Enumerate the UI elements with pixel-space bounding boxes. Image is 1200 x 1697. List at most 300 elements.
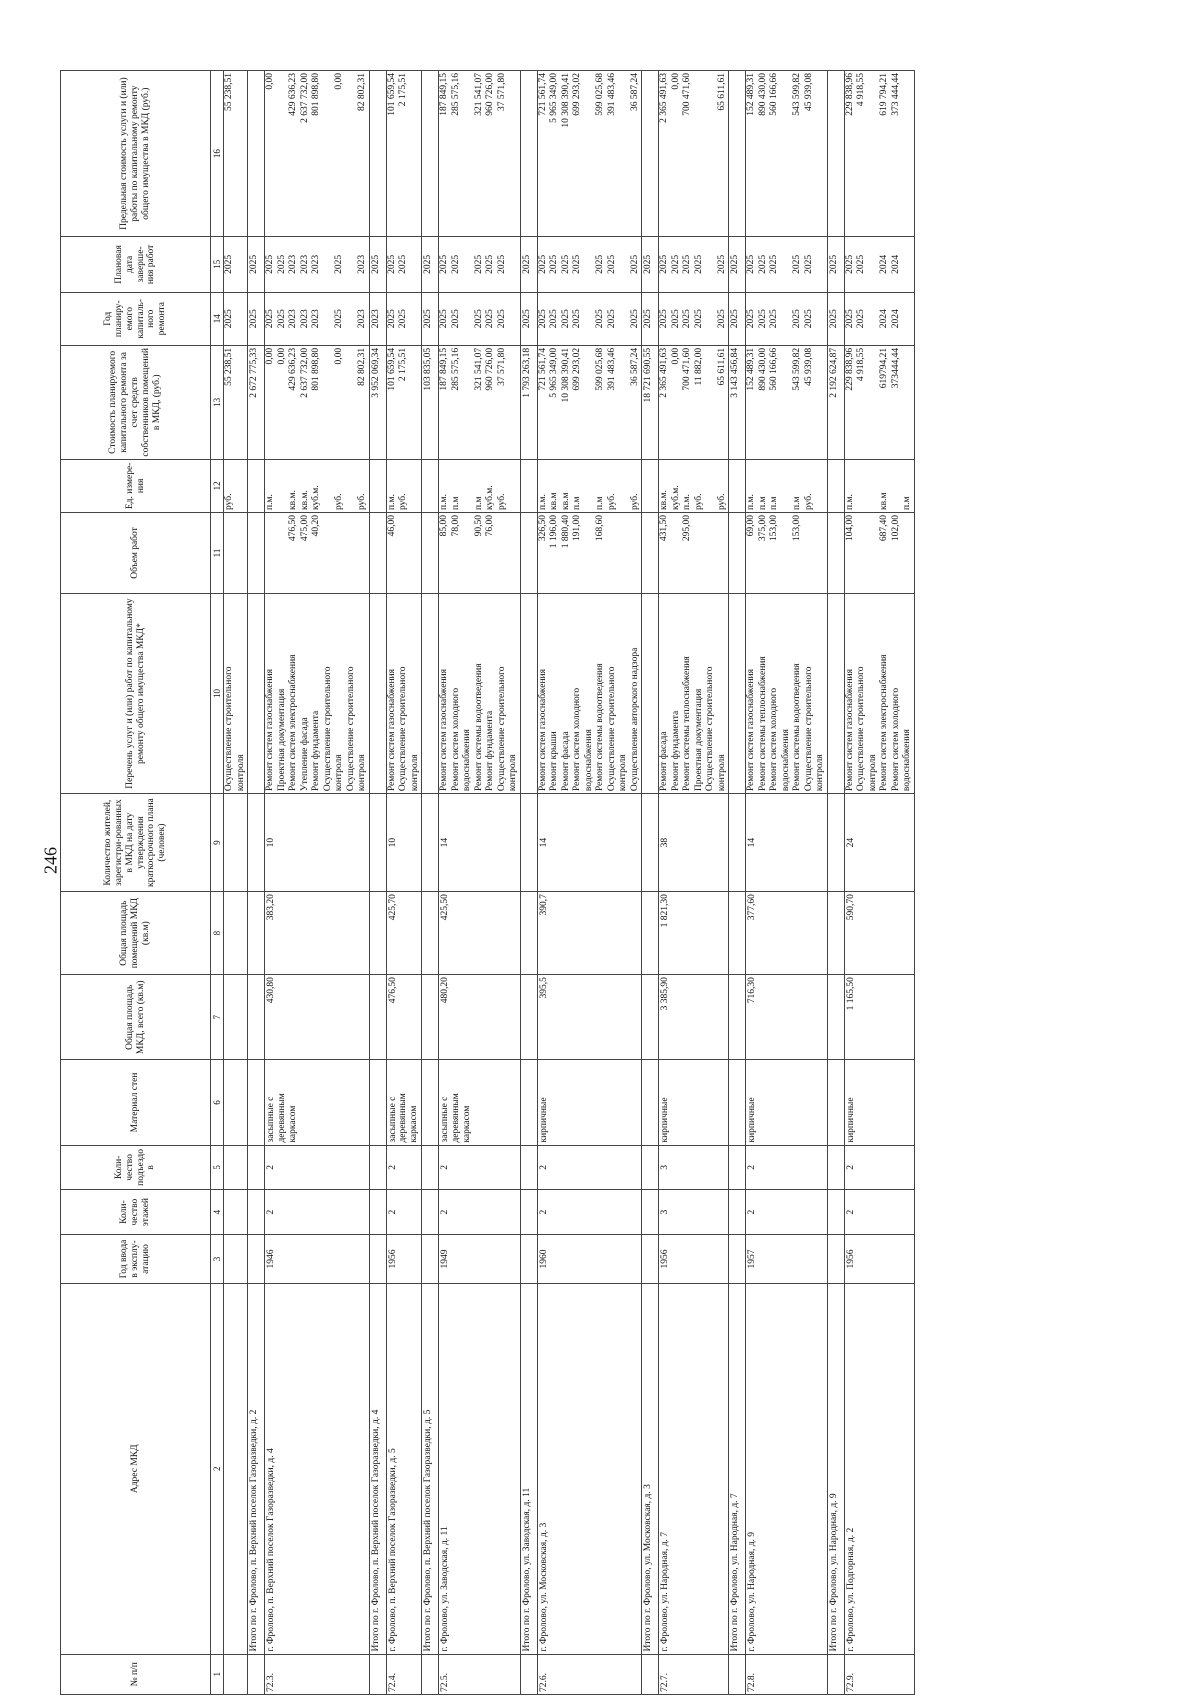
limit-cost-cell-line: 599 025,68 (595, 73, 606, 116)
empty-cell (422, 892, 439, 975)
unit-cell-line: руб. (803, 493, 814, 511)
total-label: Итого по г. Фролово, ул. Народная, д. 7 (729, 1283, 746, 1654)
unit-cell (265, 459, 370, 512)
residents-cell: 14 (439, 794, 521, 892)
done-year-cell-line: 2025 (595, 254, 606, 274)
plan-year-cell (844, 292, 914, 345)
cost-cell-line: 2 365 491,63 (659, 347, 670, 398)
cost-cell-line (410, 346, 422, 459)
total-label: Итого по г. Фролово, п. Верхний поселок Газоразведки, д. 4 (369, 1283, 386, 1654)
empty-cell (729, 892, 746, 975)
cost-cell-line: 37 571,80 (496, 347, 507, 386)
volume-cell-line: 476,50 (288, 515, 298, 542)
volume-cell (265, 513, 370, 594)
entrances-cell: 3 (659, 1145, 729, 1190)
done-year-cell-line: 2025 (398, 254, 408, 274)
works-cell-line: Осуществление строительного (398, 666, 408, 792)
done-year-cell (224, 237, 248, 292)
limit-cost-cell-line: 65 611,61 (716, 73, 727, 111)
wall-material-cell: кирпичные (659, 1060, 729, 1145)
plan-year-cell (224, 292, 248, 345)
works-cell-line: Ремонт систем газоснабжения (265, 669, 275, 792)
empty-cell (520, 892, 537, 975)
works-cell-line: Ремонт системы водоотведения (595, 663, 606, 792)
cost-cell-line (323, 346, 335, 459)
plan-year-cell-line: 2023 (288, 309, 298, 329)
column-number: 10 (211, 593, 224, 793)
address-cell: г. Фролово, ул. Подгорная, д. 2 (844, 1283, 914, 1654)
unit-cell-line: руб. (629, 493, 640, 511)
works-cell-line: контроля (409, 754, 420, 792)
done-year-cell (265, 237, 370, 292)
header-cell: Объем работ (61, 513, 211, 594)
empty-cell (642, 1190, 659, 1235)
cost-cell-line: 101 659,54 (386, 347, 397, 391)
empty-cell (422, 1145, 439, 1190)
unit-cell-line: п.м. (844, 494, 855, 511)
done-year-cell (537, 237, 642, 292)
volume-cell (224, 513, 248, 594)
total-cost: 2 672 775,33 (248, 345, 265, 459)
volume-cell-line: 85,00 (439, 515, 450, 537)
done-year-cell (844, 237, 914, 292)
done-year-cell-line (705, 237, 717, 291)
building-row (537, 71, 642, 1695)
total-plan-year: 2025 (729, 292, 746, 345)
plan-year-cell-line: 2025 (693, 309, 704, 329)
cost-cell-line (781, 346, 793, 459)
works-cell-line: контроля (867, 754, 878, 792)
row-number-cell (422, 1654, 439, 1694)
done-year-cell-line: 2024 (879, 254, 890, 274)
volume-cell-line: 431,50 (659, 515, 670, 542)
limit-cost-cell (537, 71, 642, 237)
limit-cost-cell-line: 721 561,74 (537, 73, 548, 116)
done-year-cell-line: 2025 (792, 254, 803, 274)
page-number: 246 (40, 847, 61, 874)
plan-year-cell-line: 2023 (311, 309, 321, 329)
empty-cell (827, 513, 844, 594)
done-year-cell-line: 2025 (629, 254, 640, 274)
done-year-cell-line: 2023 (311, 254, 321, 274)
done-year-cell-line: 2025 (265, 254, 275, 274)
limit-cost-cell (659, 71, 729, 237)
cost-cell-line: 82 802,31 (357, 347, 367, 386)
total-cost: 103 835,05 (422, 345, 439, 459)
volume-cell-line (902, 513, 914, 593)
empty-cell (520, 459, 537, 512)
building-row (224, 71, 248, 1695)
plan-year-cell-line: 2025 (757, 309, 768, 329)
cost-cell-line (705, 346, 717, 459)
limit-cost-cell-line: 321 541,07 (473, 73, 484, 116)
row-number-cell: 72.5. (439, 1654, 521, 1694)
residents-cell: 24 (844, 794, 914, 892)
done-year-cell-line: 2023 (288, 254, 298, 274)
volume-cell-line (781, 513, 793, 593)
limit-cost-cell-line (902, 71, 914, 236)
works-cell (844, 593, 914, 793)
header-cell: Коли-чество этажей (61, 1190, 211, 1235)
volume-cell-line: 90,50 (473, 515, 484, 537)
empty-cell (827, 1234, 844, 1283)
empty-cell (827, 794, 844, 892)
total-area-cell: 430,80 (265, 975, 370, 1060)
empty-cell (369, 1234, 386, 1283)
empty-cell (422, 71, 439, 237)
limit-cost-cell-line: 560 166,66 (769, 73, 780, 116)
works-cell-line: Осуществление строительного (496, 666, 507, 792)
empty-cell (827, 1145, 844, 1190)
works-cell-line: контроля (815, 754, 826, 792)
volume-cell-line: 153,00 (792, 515, 803, 542)
total-done-year: 2025 (642, 237, 659, 292)
plan-year-cell-line: 2025 (844, 309, 855, 329)
empty-cell (422, 975, 439, 1060)
plan-year-cell (537, 292, 642, 345)
total-done-year: 2025 (827, 237, 844, 292)
cost-cell-line: 2 175,51 (398, 347, 408, 382)
works-cell-line: контроля (357, 754, 367, 792)
works-cell (746, 593, 828, 793)
cost-cell-line: 229 838,96 (844, 347, 855, 391)
volume-cell-line: 40,20 (311, 515, 321, 537)
empty-cell (369, 1145, 386, 1190)
building-row (659, 71, 729, 1695)
plan-year-cell (439, 292, 521, 345)
volume-cell (659, 513, 729, 594)
entrances-cell: 2 (439, 1145, 521, 1190)
plan-year-cell-line: 2023 (299, 309, 310, 329)
premises-area-cell: 377,60 (746, 892, 828, 975)
empty-cell (248, 593, 265, 793)
limit-cost-cell-line: 699 293,02 (572, 73, 583, 116)
floors-cell: 2 (746, 1190, 828, 1235)
done-year-cell-line: 2025 (386, 254, 397, 274)
done-year-cell (439, 237, 521, 292)
limit-cost-cell-line: 285 575,16 (450, 73, 461, 116)
plan-year-cell-line: 2025 (792, 309, 803, 329)
empty-cell (642, 794, 659, 892)
empty-cell (729, 1234, 746, 1283)
works-cell-line: водоснабжения (902, 729, 913, 792)
repair-plan-table (60, 70, 915, 1695)
works-cell-line: Осуществление строительного (705, 666, 716, 792)
volume-cell-line: 102,00 (890, 515, 901, 542)
year-cell: 1956 (844, 1234, 914, 1283)
done-year-cell-line: 2023 (357, 254, 367, 274)
limit-cost-cell-line: 429 636,23 (288, 73, 298, 116)
plan-year-cell-line: 2025 (473, 309, 484, 329)
unit-cell-line: п.м (792, 496, 803, 511)
entrances-cell: 2 (537, 1145, 642, 1190)
total-label: Итого по г. Фролово, ул. Народная, д. 9 (827, 1283, 844, 1654)
done-year-cell-line: 2025 (473, 254, 484, 274)
address-cell: г. Фролово, ул. Заводская, д. 11 (439, 1283, 521, 1654)
works-cell-line: Осуществление авторского надзора (629, 647, 640, 792)
cost-cell-line (508, 346, 520, 459)
header-cell: Ед. измере-ния (61, 459, 211, 512)
total-row (422, 71, 439, 1695)
limit-cost-cell-line: 0,00 (265, 73, 275, 90)
cost-cell-line (815, 346, 827, 459)
premises-area-cell: 1 821,30 (659, 892, 729, 975)
empty-cell (520, 1060, 537, 1145)
works-cell-line: Ремонт систем холодного (450, 687, 461, 792)
works-cell-line: Ремонт системы водоотведения (792, 663, 803, 792)
volume-cell (746, 513, 828, 594)
plan-year-cell-line (346, 293, 358, 345)
cost-cell-line: 373444,44 (890, 347, 901, 389)
done-year-cell-line (618, 237, 630, 291)
empty-cell (520, 794, 537, 892)
empty-cell (369, 1190, 386, 1235)
empty-cell (369, 513, 386, 594)
done-year-cell-line (346, 237, 358, 291)
plan-year-cell-line: 2025 (334, 309, 344, 329)
empty-cell (248, 1145, 265, 1190)
row-number-cell (520, 1654, 537, 1694)
limit-cost-cell-line: 101 659,54 (386, 73, 397, 116)
premises-area-cell: 390,7 (537, 892, 642, 975)
address-cell: г. Фролово, ул. Народная, д. 9 (746, 1283, 828, 1654)
plan-year-cell-line (618, 293, 630, 345)
unit-cell-line: кв.м (549, 492, 560, 511)
total-cost: 1 793 263,18 (520, 345, 537, 459)
empty-cell (729, 1060, 746, 1145)
works-cell-line: Ремонт систем газоснабжения (746, 669, 757, 792)
row-number-cell (827, 1654, 844, 1694)
total-plan-year: 2023 (369, 292, 386, 345)
limit-cost-cell-line: 543 599,82 (792, 73, 803, 116)
unit-cell (439, 459, 521, 512)
floors-cell: 2 (844, 1190, 914, 1235)
works-cell-line: контроля (618, 754, 629, 792)
limit-cost-cell-line: 187 849,15 (439, 73, 450, 116)
header-cell: Коли-чество подъездо в (61, 1145, 211, 1190)
cost-cell-line: 152 489,31 (746, 347, 757, 391)
done-year-cell-line: 2025 (606, 254, 617, 274)
volume-cell-line: 104,00 (844, 515, 855, 542)
volume-cell-line (804, 513, 816, 593)
cost-cell-line (346, 346, 358, 459)
plan-year-cell-line: 2025 (386, 309, 397, 329)
unit-cell-line (618, 460, 630, 512)
entrances-cell: 2 (844, 1145, 914, 1190)
plan-year-cell (659, 292, 729, 345)
plan-year-cell-line (705, 293, 717, 345)
empty-cell (422, 459, 439, 512)
plan-year-cell-line (323, 293, 335, 345)
row-number-cell (369, 1654, 386, 1694)
address-cell: г. Фролово, п. Верхний поселок Газоразведки, д. 5 (386, 1283, 422, 1654)
empty-cell (369, 459, 386, 512)
limit-cost-cell-line (323, 71, 335, 236)
limit-cost-cell-line (705, 71, 717, 236)
cost-cell (386, 345, 422, 459)
plan-year-cell-line: 2025 (606, 309, 617, 329)
limit-cost-cell-line (618, 71, 630, 236)
empty-cell (729, 975, 746, 1060)
limit-cost-cell-line: 5 965 349,00 (549, 73, 560, 123)
unit-cell-line: п.м (769, 496, 780, 511)
cost-cell (265, 345, 370, 459)
limit-cost-cell-line (508, 71, 520, 236)
volume-cell-line: 153,00 (769, 515, 780, 542)
done-year-cell-line: 2025 (769, 254, 780, 274)
column-number: 6 (211, 1060, 224, 1145)
plan-year-cell-line: 2025 (595, 309, 606, 329)
wall-material-cell: засыпные с деревянным каркасом (439, 1060, 521, 1145)
works-cell-line: Ремонт систем холодного (890, 687, 901, 792)
limit-cost-cell (844, 71, 914, 237)
plan-year-cell (386, 292, 422, 345)
plan-year-cell-line: 2025 (670, 309, 681, 329)
volume-cell-line: 191,00 (572, 515, 583, 542)
works-cell (537, 593, 642, 793)
done-year-cell-line (508, 237, 520, 291)
unit-cell-line: кв.м (560, 492, 571, 511)
empty-cell (729, 593, 746, 793)
unit-cell-line (868, 460, 880, 512)
wall-material-cell: засыпные с деревянным каркасом (265, 1060, 370, 1145)
floors-cell: 3 (659, 1190, 729, 1235)
done-year-cell-line: 2025 (496, 254, 507, 274)
cost-cell-line: 5 965 349,00 (549, 347, 560, 398)
total-label: Итого по г. Фролово, п. Верхний поселок Газоразведки, д. 2 (248, 1283, 265, 1654)
cost-cell-line: 700 471,60 (682, 347, 693, 391)
unit-cell-line: п.м (757, 496, 768, 511)
premises-area-cell: 383,20 (265, 892, 370, 975)
works-cell-line: Проектная документация (693, 688, 704, 792)
total-cost: 2 192 624,87 (827, 345, 844, 459)
limit-cost-cell-line (346, 71, 358, 236)
floors-cell: 2 (537, 1190, 642, 1235)
cost-cell-line: 55 238,51 (224, 347, 234, 386)
volume-cell-line: 375,00 (757, 515, 768, 542)
empty-cell (248, 794, 265, 892)
empty-cell (827, 71, 844, 237)
unit-cell-line (462, 460, 474, 512)
cost-cell (746, 345, 828, 459)
unit-cell-line (815, 460, 827, 512)
total-done-year: 2025 (248, 237, 265, 292)
empty-cell (520, 593, 537, 793)
entrances-cell: 2 (746, 1145, 828, 1190)
total-plan-year: 2025 (422, 292, 439, 345)
plan-year-cell-line: 2025 (856, 309, 867, 329)
works-cell-line: Осуществление строительного (856, 666, 867, 792)
cost-cell-line: 65 611,61 (716, 347, 727, 386)
works-cell-line: Ремонт систем холодного (572, 687, 583, 792)
plan-year-cell-line: 2025 (450, 309, 461, 329)
cost-cell-line: 36 587,24 (629, 347, 640, 386)
residents-cell: 14 (537, 794, 642, 892)
wall-material-cell: кирпичные (844, 1060, 914, 1145)
done-year-cell-line: 2023 (299, 254, 310, 274)
limit-cost-cell-line (410, 71, 422, 236)
empty-cell (248, 513, 265, 594)
residents-cell: 10 (386, 794, 422, 892)
plan-year-cell-line: 2025 (265, 309, 275, 329)
unit-cell-line: куб.м. (670, 485, 681, 511)
works-cell-line: Ремонт систем электроснабжения (288, 654, 298, 792)
address-cell: г. Фролово, ул. Московская, д. 3 (537, 1283, 642, 1654)
unit-cell-line: кв.м. (299, 490, 310, 511)
floors-cell (224, 1190, 248, 1235)
unit-cell-line: куб.м. (311, 485, 321, 511)
header-cell: Материал стен (61, 1060, 211, 1145)
header-cell: Перечень услуг и (или) работ по капитальному ремонту общего имущества МКД* (61, 593, 211, 793)
limit-cost-cell (265, 71, 370, 237)
year-cell (224, 1234, 248, 1283)
empty-cell (248, 71, 265, 237)
column-number: 7 (211, 975, 224, 1060)
plan-year-cell-line (781, 293, 793, 345)
total-area-cell: 395,5 (537, 975, 642, 1060)
column-number: 8 (211, 892, 224, 975)
column-number: 2 (211, 1283, 224, 1654)
done-year-cell-line (781, 237, 793, 291)
limit-cost-cell-line (694, 71, 706, 236)
unit-cell-line: п.м. (746, 494, 757, 511)
row-number-cell (729, 1654, 746, 1694)
works-cell-line: Ремонт систем газоснабжения (537, 669, 548, 792)
limit-cost-cell-line: 2 175,51 (398, 73, 408, 107)
volume-cell-line (618, 513, 630, 593)
header-cell: Стоимость планируемого капитального ремонта за счет средств собственников помещений в МКД, (руб.) (61, 345, 211, 459)
done-year-cell-line: 2025 (844, 254, 855, 274)
limit-cost-cell-line (868, 71, 880, 236)
unit-cell-line (346, 460, 358, 512)
unit-cell-line (781, 460, 793, 512)
works-cell-line: Ремонт систем газоснабжения (439, 669, 450, 792)
plan-year-cell-line: 2024 (890, 309, 901, 329)
done-year-cell-line: 2024 (890, 254, 901, 274)
works-cell-line: Осуществление строительного (606, 666, 617, 792)
cost-cell-line (462, 346, 474, 459)
unit-cell-line (323, 460, 335, 512)
volume-cell-line (224, 513, 236, 593)
limit-cost-cell (439, 71, 521, 237)
building-row (439, 71, 521, 1695)
unit-cell-line: руб. (693, 493, 704, 511)
empty-cell (369, 892, 386, 975)
done-year-cell (659, 237, 729, 292)
works-cell-line: Ремонт фундамента (311, 710, 321, 792)
premises-area-cell: 425,70 (386, 892, 422, 975)
unit-cell-line: куб.м. (485, 485, 496, 511)
empty-cell (422, 1190, 439, 1235)
done-year-cell-line: 2025 (560, 254, 571, 274)
works-cell-line: Ремонт систем электроснабжения (879, 654, 890, 792)
works-cell (224, 593, 248, 793)
plan-year-cell-line (868, 293, 880, 345)
address-cell: г. Фролово, п. Верхний поселок Газоразведки, д. 4 (265, 1283, 370, 1654)
total-label: Итого по г. Фролово, п. Верхний поселок Газоразведки, д. 5 (422, 1283, 439, 1654)
total-plan-year: 2025 (827, 292, 844, 345)
cost-cell-line: 2 637 732,00 (299, 347, 310, 398)
volume-cell (439, 513, 521, 594)
done-year-cell (746, 237, 828, 292)
volume-cell-line (265, 513, 277, 593)
volume-cell-line (508, 513, 520, 593)
cost-cell-line: 960 726,00 (485, 347, 496, 391)
header-cell: Предельная стоимость услуги и (или) работы по капитальному ремонту общего имущества в МКД (руб.) (61, 71, 211, 237)
wall-material-cell (224, 1060, 248, 1145)
header-cell: Плановая дата заверше-ния работ (61, 237, 211, 292)
works-cell (386, 593, 422, 793)
